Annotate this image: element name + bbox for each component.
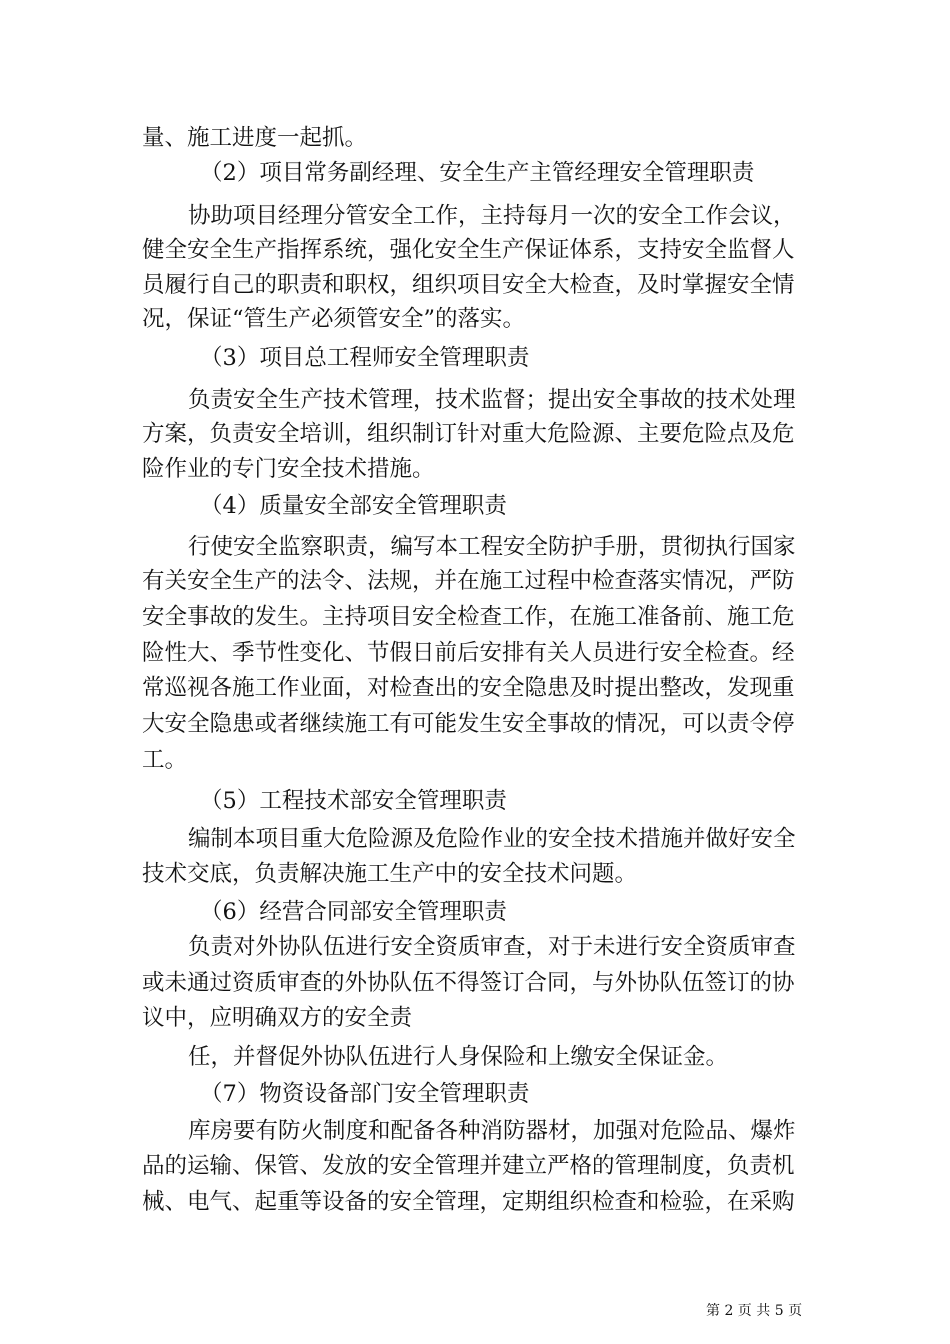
text-line: 工。 <box>142 747 188 773</box>
text-line: 行使安全监察职责，编写本工程安全防护手册，贯彻执行国家 <box>188 534 796 560</box>
text-line: 常巡视各施工作业面，对检查出的安全隐患及时提出整改，发现重 <box>142 675 795 701</box>
section-heading-4: （4）质量安全部安全管理职责 <box>200 493 507 519</box>
page-number: 第 2 页 共 5 页 <box>706 1303 803 1319</box>
text-line: 况，保证“管生产必须管安全”的落实。 <box>142 306 526 332</box>
text-line: 械、电气、起重等设备的安全管理，定期组织检查和检验，在采购 <box>142 1189 795 1215</box>
text-line: 量、施工进度一起抓。 <box>142 125 368 151</box>
text-line: 员履行自己的职责和职权，组织项目安全大检查，及时掌握安全情 <box>142 272 795 298</box>
section-heading-2: （2）项目常务副经理、安全生产主管经理安全管理职责 <box>200 160 755 186</box>
text-line: 险性大、季节性变化、节假日前后安排有关人员进行安全检查。经 <box>142 640 795 666</box>
text-line: 或未通过资质审查的外协队伍不得签订合同，与外协队伍签订的协 <box>142 970 795 996</box>
section-heading-6: （6）经营合同部安全管理职责 <box>200 899 507 925</box>
text-line: 议中，应明确双方的安全责 <box>142 1005 413 1031</box>
text-line: 编制本项目重大危险源及危险作业的安全技术措施并做好安全 <box>188 826 796 852</box>
text-line: 技术交底，负责解决施工生产中的安全技术问题。 <box>142 861 638 887</box>
text-line: 品的运输、保管、发放的安全管理并建立严格的管理制度，负责机 <box>142 1153 795 1179</box>
text-line: 任，并督促外协队伍进行人身保险和上缴安全保证金。 <box>188 1044 729 1070</box>
section-heading-3: （3）项目总工程师安全管理职责 <box>200 345 530 371</box>
section-heading-7: （7）物资设备部门安全管理职责 <box>200 1081 530 1107</box>
text-line: 库房要有防火制度和配备各种消防器材，加强对危险品、爆炸 <box>188 1118 796 1144</box>
text-line: 方案，负责安全培训，组织制订针对重大危险源、主要危险点及危 <box>142 421 795 447</box>
text-line: 大安全隐患或者继续施工有可能发生安全事故的情况，可以责令停 <box>142 711 795 737</box>
text-line: 协助项目经理分管安全工作，主持每月一次的安全工作会议， <box>188 203 796 229</box>
text-line: 安全事故的发生。主持项目安全检查工作，在施工准备前、施工危 <box>142 604 795 630</box>
text-line: 负责安全生产技术管理，技术监督；提出安全事故的技术处理 <box>188 387 796 413</box>
text-line: 有关安全生产的法令、法规，并在施工过程中检查落实情况，严防 <box>142 568 795 594</box>
text-line: 负责对外协队伍进行安全资质审查，对于未进行安全资质审查 <box>188 934 796 960</box>
text-line: 健全安全生产指挥系统，强化安全生产保证体系，支持安全监督人 <box>142 237 795 263</box>
section-heading-5: （5）工程技术部安全管理职责 <box>200 788 507 814</box>
text-line: 险作业的专门安全技术措施。 <box>142 456 435 482</box>
